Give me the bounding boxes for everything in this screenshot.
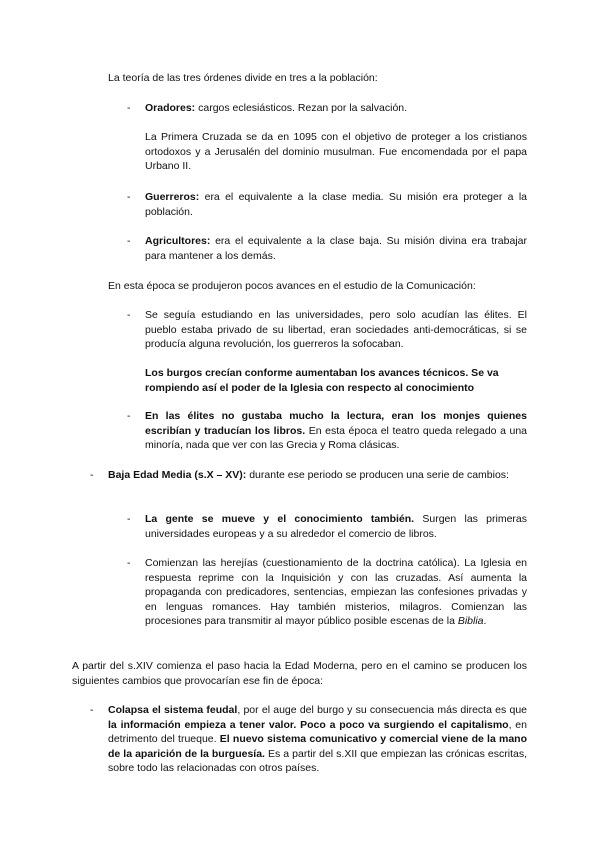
term-guerreros: Guerreros:: [145, 191, 200, 203]
gente-bold: La gente se mueve y el conocimiento también.: [145, 513, 415, 525]
list-item-oradores: [145, 101, 527, 116]
colapsa-b2: la información empieza a tener valor. Poco a poco va surgiendo el capitalismo: [108, 718, 509, 731]
bullet-dash: -: [90, 704, 94, 716]
gente-text: Surgen las primeras universidades europeas y a su alrededor el comercio de libros.: [145, 513, 528, 540]
epoca-paragraph: En esta época se produjeron pocos avances en el estudio de la Comunicación:: [108, 280, 476, 292]
bullet-dash: -: [127, 235, 131, 247]
colapsa-t3: Es a partir del s.XII que empiezan las crónicas escritas, sobre todo las relacionadas con otros países.: [108, 747, 527, 774]
bullet-dash: -: [90, 469, 94, 481]
guerreros-text: era el equivalente a la clase media. Su misión era proteger a la población.: [145, 191, 527, 218]
partir-paragraph: A partir del s.XIV comienza el paso hacia la Edad Moderna, pero en el camino se producen los siguientes cambios que provocarían ese fin de época:: [72, 660, 527, 687]
list-item-colapsa: [108, 703, 527, 776]
list-item-gente: [145, 512, 527, 541]
elites-bold: En las élites no gustaba mucho la lectura, eran los monjes quienes escribían y traducían los libros.: [145, 410, 527, 437]
herejias-end: .: [483, 615, 487, 627]
colapsa-t1: , por el auge del burgo y su consecuencia más directa es que: [237, 704, 527, 716]
burgos-text: Los burgos crecían conforme aumentaban los avances técnicos. Se va rompiendo así el poder de la Iglesia con respecto al conocimiento: [145, 367, 499, 394]
bullet-dash: -: [127, 513, 131, 525]
burgos-paragraph: [145, 366, 527, 395]
agricultores-text: era el equivalente a la clase baja. Su misión divina era trabajar para mantener a los demás.: [145, 235, 527, 262]
bullet-dash: -: [127, 309, 131, 321]
cruzada-paragraph: La Primera Cruzada se da en 1095 con el objetivo de proteger a los cristianos ortodoxos y a Jerusalén del dominio musulman. Fue encomendada por el papa Urbano II.: [145, 131, 527, 172]
list-item-agricultores: [145, 234, 527, 263]
colapsa-t2: , en detrimento del trueque.: [108, 718, 527, 745]
list-item-universidades: Se seguía estudiando en las universidades, pero solo acudían las élites. El pueblo estaba privado de su libertad, eran sociedades anti-democráticas, si se producía alguna revolución, los guerreros la sofocaban.: [145, 309, 527, 350]
term-agricultores: Agricultores:: [145, 235, 211, 247]
baja-bold: Baja Edad Media (s.X – XV):: [108, 469, 247, 481]
oradores-text: cargos eclesiásticos. Rezan por la salvación.: [195, 102, 408, 114]
bullet-dash: -: [127, 102, 131, 114]
term-oradores: Oradores:: [145, 102, 196, 114]
bullet-dash: -: [127, 557, 131, 569]
herejias-text: Comienzan las herejías (cuestionamiento de la doctrina católica). La Iglesia en respuesta reprime con la Inquisición y con las cruzadas. Así aumenta la propaganda con predicadores, sentencias, empiezan las confesiones privadas y en lenguas romances. Hay también misterios, milagros. Comienzan las procesiones para transmitir al mayor público posible escenas de la: [145, 557, 527, 627]
herejias-italic: Biblia: [457, 615, 484, 627]
baja-text: durante ese periodo se producen una serie de cambios:: [246, 469, 509, 481]
bullet-dash: -: [127, 191, 131, 203]
intro-paragraph: La teoría de las tres órdenes divide en tres a la población:: [108, 72, 378, 84]
list-item-herejias: [145, 556, 527, 629]
list-item-guerreros: [145, 190, 527, 219]
colapsa-b3: El nuevo sistema comunicativo y comercial viene de la mano de la aparición de la burguesía.: [108, 733, 528, 760]
bullet-dash: -: [127, 410, 131, 422]
colapsa-b1: Colapsa el sistema feudal: [108, 704, 238, 716]
list-item-baja-edad-media: [108, 468, 527, 483]
elites-text: En esta época el teatro queda relegado a una minoría, nada que ver con las Grecia y Roma clásicas.: [145, 424, 527, 451]
list-item-elites: [145, 409, 527, 453]
